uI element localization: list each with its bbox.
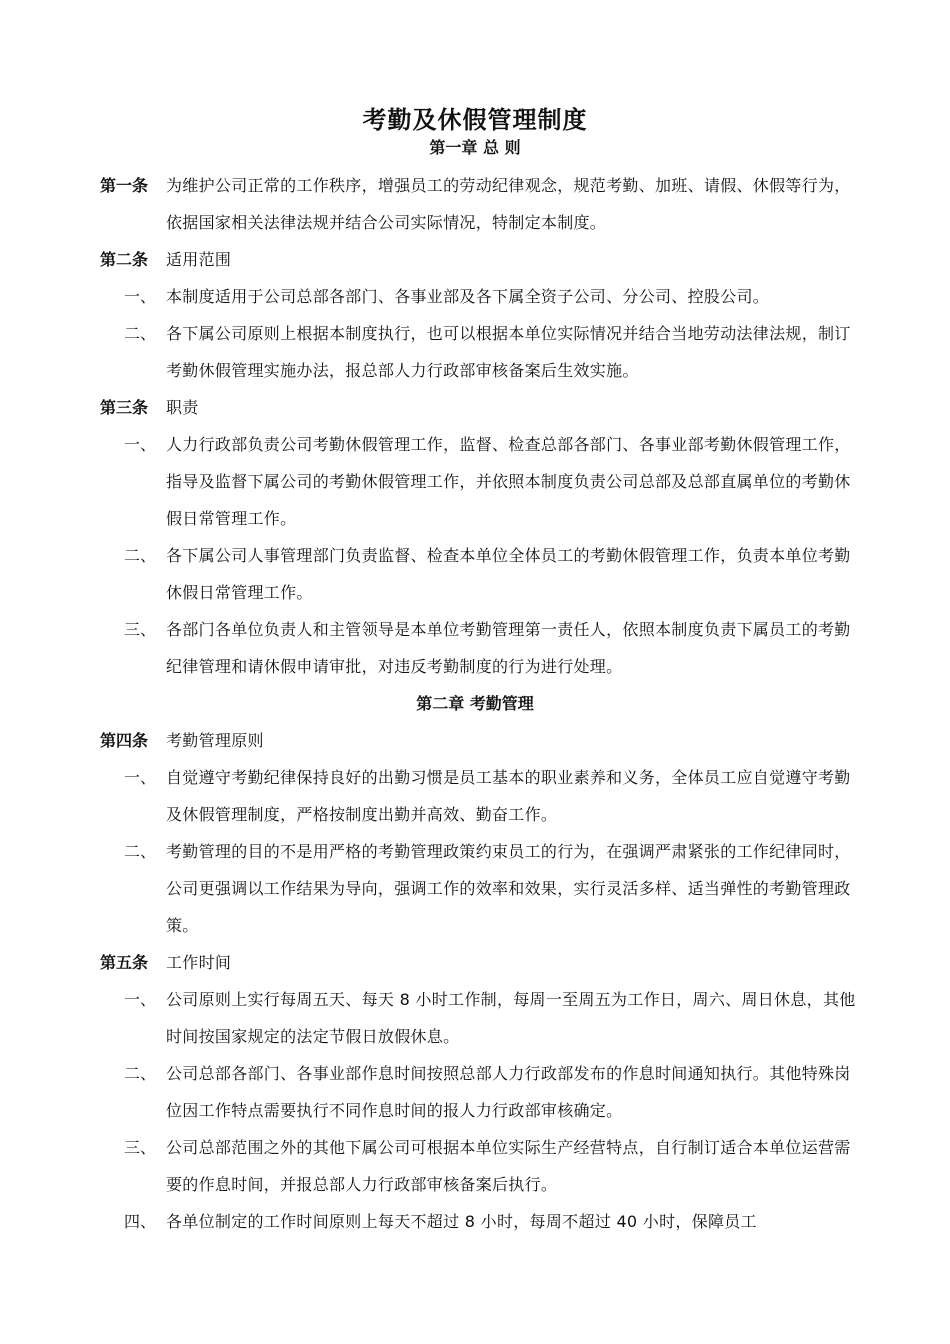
item-number: 二、	[124, 546, 157, 565]
item-text: 各下属公司原则上根据本制度执行，也可以根据本单位实际情况并结合当地劳动法律法规，制订考勤休假管理实施办法，报总部人力行政部审核备案后生效实施。	[166, 324, 851, 380]
chapter-heading-2: 第二章 考勤管理	[416, 694, 534, 713]
item-number: 一、	[124, 990, 157, 1009]
item-text: 各下属公司人事管理部门负责监督、检查本单位全体员工的考勤休假管理工作，负责本单位考勤休假日常管理工作。	[166, 546, 851, 602]
item-number: 四、	[124, 1212, 157, 1231]
item-text: 考勤管理的目的不是用严格的考勤管理政策约束员工的行为，在强调严肃紧张的工作纪律同时，公司更强调以工作结果为导向，强调工作的效率和效果，实行灵活多样、适当弹性的考勤管理政策。	[166, 842, 851, 935]
article-1	[100, 167, 860, 241]
article-text: 考勤管理原则	[166, 731, 264, 750]
list-item	[100, 426, 860, 537]
list-item	[100, 833, 860, 944]
list-item	[100, 537, 860, 611]
item-text: 各部门各单位负责人和主管领导是本单位考勤管理第一责任人，依照本制度负责下属员工的考勤纪律管理和请休假申请审批，对违反考勤制度的行为进行处理。	[166, 620, 851, 676]
article-label: 第四条	[100, 731, 149, 750]
list-item	[100, 278, 860, 315]
article-label: 第三条	[100, 398, 149, 417]
item-number: 二、	[124, 842, 157, 861]
item-number: 一、	[124, 287, 157, 306]
article-5	[100, 944, 860, 981]
article-3	[100, 389, 860, 426]
item-text: 人力行政部负责公司考勤休假管理工作，监督、检查总部各部门、各事业部考勤休假管理工作，指导及监督下属公司的考勤休假管理工作，并依照本制度负责公司总部及总部直属单位的考勤休假日常管理工作。	[166, 435, 851, 528]
item-text: 各单位制定的工作时间原则上每天不超过 8 小时，每周不超过 40 小时，保障员工	[166, 1212, 757, 1231]
article-text: 为维护公司正常的工作秩序，增强员工的劳动纪律观念，规范考勤、加班、请假、休假等行为，依据国家相关法律法规并结合公司实际情况，特制定本制度。	[166, 176, 851, 232]
list-item	[100, 1055, 860, 1129]
list-item	[100, 759, 860, 833]
item-number: 一、	[124, 768, 157, 787]
item-text: 公司总部各部门、各事业部作息时间按照总部人力行政部发布的作息时间通知执行。其他特殊岗位因工作特点需要执行不同作息时间的报人力行政部审核确定。	[166, 1064, 851, 1120]
article-label: 第二条	[100, 250, 149, 269]
article-label: 第一条	[100, 176, 149, 195]
document-title: 考勤及休假管理制度	[362, 106, 588, 134]
article-text: 职责	[166, 398, 199, 417]
article-2	[100, 241, 860, 278]
item-text: 公司原则上实行每周五天、每天 8 小时工作制，每周一至周五为工作日，周六、周日休息，其他时间按国家规定的法定节假日放假休息。	[166, 990, 856, 1046]
list-item	[100, 981, 860, 1055]
article-text: 适用范围	[166, 250, 232, 269]
item-text: 本制度适用于公司总部各部门、各事业部及各下属全资子公司、分公司、控股公司。	[166, 287, 770, 306]
item-text: 自觉遵守考勤纪律保持良好的出勤习惯是员工基本的职业素养和义务，全体员工应自觉遵守考勤及休假管理制度，严格按制度出勤并高效、勤奋工作。	[166, 768, 851, 824]
item-number: 一、	[124, 435, 157, 454]
article-label: 第五条	[100, 953, 149, 972]
item-number: 三、	[124, 1138, 157, 1157]
item-number: 三、	[124, 620, 157, 639]
article-text: 工作时间	[166, 953, 232, 972]
list-item	[100, 1203, 860, 1240]
list-item	[100, 1129, 860, 1203]
item-number: 二、	[124, 1064, 157, 1083]
item-text: 公司总部范围之外的其他下属公司可根据本单位实际生产经营特点，自行制订适合本单位运营需要的作息时间，并报总部人力行政部审核备案后执行。	[166, 1138, 851, 1194]
list-item	[100, 611, 860, 685]
article-4	[100, 722, 860, 759]
item-number: 二、	[124, 324, 157, 343]
list-item	[100, 315, 860, 389]
chapter-heading-1: 第一章 总 则	[429, 138, 521, 157]
